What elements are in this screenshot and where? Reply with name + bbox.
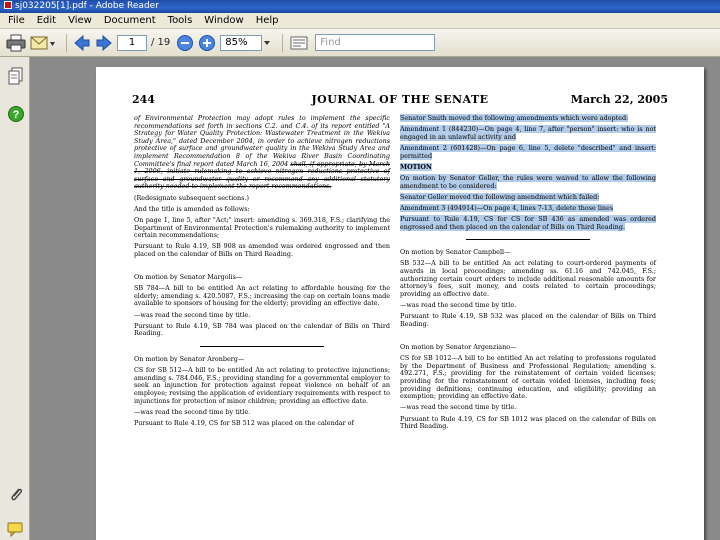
paragraph: —was read the second time by title. (400, 301, 517, 310)
paragraph: Pursuant to Rule 4.19, SB 532 was placed on the calendar of Bills on Third Reading. (400, 312, 656, 328)
paragraph: On motion by Senator Margolis— (134, 273, 243, 282)
paragraph: On motion by Senator Aronberg— (134, 355, 245, 363)
section-divider (200, 346, 324, 347)
paragraph: CS for SB 1012—A bill to be entitled An act relating to professions regulated by the Department of Business and Professional Regulation; amending s. 492.271, F.S.; providing for the reinstatement of certain voided licenses; providing for the reinstatement of certain voided licenses, including fees; providing definitions; continuing education, and eligibility; providing an exemption; providing an effective date. (400, 354, 656, 401)
menu-document[interactable]: Document (103, 14, 156, 26)
zoom-out-button[interactable] (176, 33, 194, 53)
page-header (132, 93, 668, 109)
journal-date: March 22, 2005 (570, 93, 668, 106)
select-text-icon (289, 34, 311, 52)
paragraph: On motion by Senator Argenziano— (400, 343, 517, 351)
print-button[interactable] (6, 33, 26, 53)
menu-tools[interactable]: Tools (167, 14, 193, 26)
comments-button[interactable] (7, 520, 25, 538)
menu-view[interactable]: View (68, 14, 92, 26)
toolbar-separator (282, 34, 283, 52)
left-column (134, 115, 390, 431)
right-column (400, 115, 656, 434)
printer-icon (6, 34, 26, 52)
navigation-panel (0, 57, 30, 540)
selected-text[interactable]: Amendment 1 (844230)—On page 4, line 7, after "person" insert: who is not engaged in an unlawful activity and (400, 125, 656, 141)
paragraph: Pursuant to Rule 4.19, CS for SB 1012 was placed on the calendar of Bills on Third Reading. (400, 414, 656, 431)
attachments-button[interactable] (7, 485, 25, 503)
journal-title: JOURNAL OF THE SENATE (311, 93, 489, 106)
pages-icon (7, 67, 25, 85)
zoom-in-button[interactable] (198, 33, 216, 53)
chevron-down-icon (262, 35, 272, 51)
previous-page-icon (73, 34, 91, 52)
selected-text[interactable]: Senator Smith moved the following amendments which were adopted: (400, 114, 629, 122)
email-icon (30, 34, 56, 52)
paragraph: SB 784—A bill to be entitled An act relating to affordable housing for the elderly; amending s. 420.5087, F.S.; increasing the cap on certain loans made available to sponsors of housing for the elderly; providing an effective date. (134, 284, 390, 308)
paragraph: Pursuant to Rule 4.19, SB 784 was placed on the calendar of Bills on Third Reading. (134, 321, 390, 338)
paragraph: On page 1, line 5, after "Act;" insert: amending s. 369.318, F.S.; clarifying the Department of Environmental Protection's rulemaking authority to implement certain recommendations; (134, 215, 390, 240)
pages-button[interactable] (7, 67, 25, 85)
page-number-input[interactable]: 1 (117, 35, 147, 51)
menu-bar (0, 13, 720, 29)
selected-text[interactable]: On motion by Senator Geller, the rules were waived to allow the following amendment to be considered: (400, 173, 656, 190)
paragraph: And the title is amended as follows: (134, 204, 250, 213)
selected-text[interactable]: Senator Geller moved the following amendment which failed: (400, 192, 600, 201)
help-icon (7, 105, 25, 123)
paragraph: —was read the second time by title. (400, 403, 517, 412)
paragraph: —was read the second time by title. (134, 310, 251, 319)
pdf-page[interactable] (96, 67, 704, 540)
window-title: sj032205[1].pdf - Adobe Reader (15, 1, 159, 11)
zoom-dropdown-button[interactable] (262, 33, 272, 53)
selected-text[interactable]: Amendment 2 (601428)—On page 6, line 5, delete "described" and insert: permitted (400, 143, 656, 160)
app-icon (4, 1, 12, 9)
text: of Environmental Protection may adopt rules to implement the specific recommendations set forth in sections C.2. and C.4. of its report entitled "A Strategy for Water Quality Protection: Wastewater Treatment in the Wekiva Study Area," dated December 2004, in order to achieve nitrogen reductions protective of surface and groundwater quality in the Wekiva Study Area and implement Recommendation 8 of the Wekiva River Basin Coordinating Committee's final report dated March 16, 2004 (134, 114, 390, 168)
svg-text:?: ? (12, 109, 20, 121)
paragraph: Pursuant to Rule 4.19, SB 908 as amended was ordered engrossed and then placed on the calendar of Bills on Third Reading. (134, 242, 390, 258)
selected-heading[interactable]: MOTION (400, 162, 432, 171)
menu-help[interactable]: Help (255, 14, 279, 26)
paragraph: CS for SB 512—A bill to be entitled An act relating to protective injunctions; amending s. 784.046, F.S.; providing standing for a governmental employer to seek an injunction for protection against repeat violence on behalf of an employee; revising the application of evidentiary requirements with respect to injunctions for protection of minor children; providing an effective date. (134, 366, 390, 405)
find-input[interactable]: Find (315, 34, 435, 51)
next-page-icon (95, 34, 113, 52)
paragraph: SB 532—A bill to be entitled An act relating to court-ordered payments of awards in local proceedings; amending ss. 61.16 and 742.045, F.S.; authorizing certain court orders to include additional reasonable amounts for attorney's fees, suit money, and costs related to certain proceedings; providing an effective date. (400, 259, 656, 298)
zoom-out-icon (176, 34, 194, 52)
previous-page-button[interactable] (73, 33, 91, 53)
page-number: 244 (132, 93, 155, 106)
document-view[interactable] (31, 57, 720, 540)
next-page-button[interactable] (95, 33, 113, 53)
page-total: / 19 (151, 37, 171, 48)
zoom-in-icon (198, 34, 216, 52)
title-bar (0, 0, 720, 13)
toolbar (0, 29, 720, 57)
menu-edit[interactable]: Edit (36, 14, 57, 26)
comments-icon (7, 520, 25, 538)
zoom-level-input[interactable]: 85% (220, 35, 262, 51)
menu-file[interactable]: File (8, 14, 25, 26)
paragraph: —was read the second time by title. (134, 407, 251, 416)
paragraph: Pursuant to Rule 4.19, CS for SB 512 was placed on the calendar of (134, 418, 354, 427)
menu-window[interactable]: Window (204, 14, 244, 26)
struck-text: shall, if appropriate, by March 1, 2006, initiate rulemaking to achieve nitrogen reductions protective of surface and groundwater quality or recommend any additional statutory authority needed to implement the report recommendations. (134, 159, 390, 191)
paragraph (134, 115, 390, 191)
select-tool-button[interactable] (289, 33, 311, 53)
selected-text[interactable]: Pursuant to Rule 4.19, CS for CS for SB 436 as amended was ordered engrossed and then placed on the calendar of Bills on Third Reading. (400, 215, 656, 231)
attachments-icon (7, 485, 25, 503)
paragraph: (Redesignate subsequent sections.) (134, 193, 249, 202)
email-button[interactable] (30, 33, 56, 53)
selected-text[interactable]: Amendment 3 (494914)—On page 4, lines 7-13, delete those lines (400, 203, 614, 212)
section-divider (466, 239, 590, 240)
toolbar-separator (66, 34, 67, 52)
help-button[interactable] (7, 105, 25, 123)
paragraph: On motion by Senator Campbell— (400, 248, 511, 257)
